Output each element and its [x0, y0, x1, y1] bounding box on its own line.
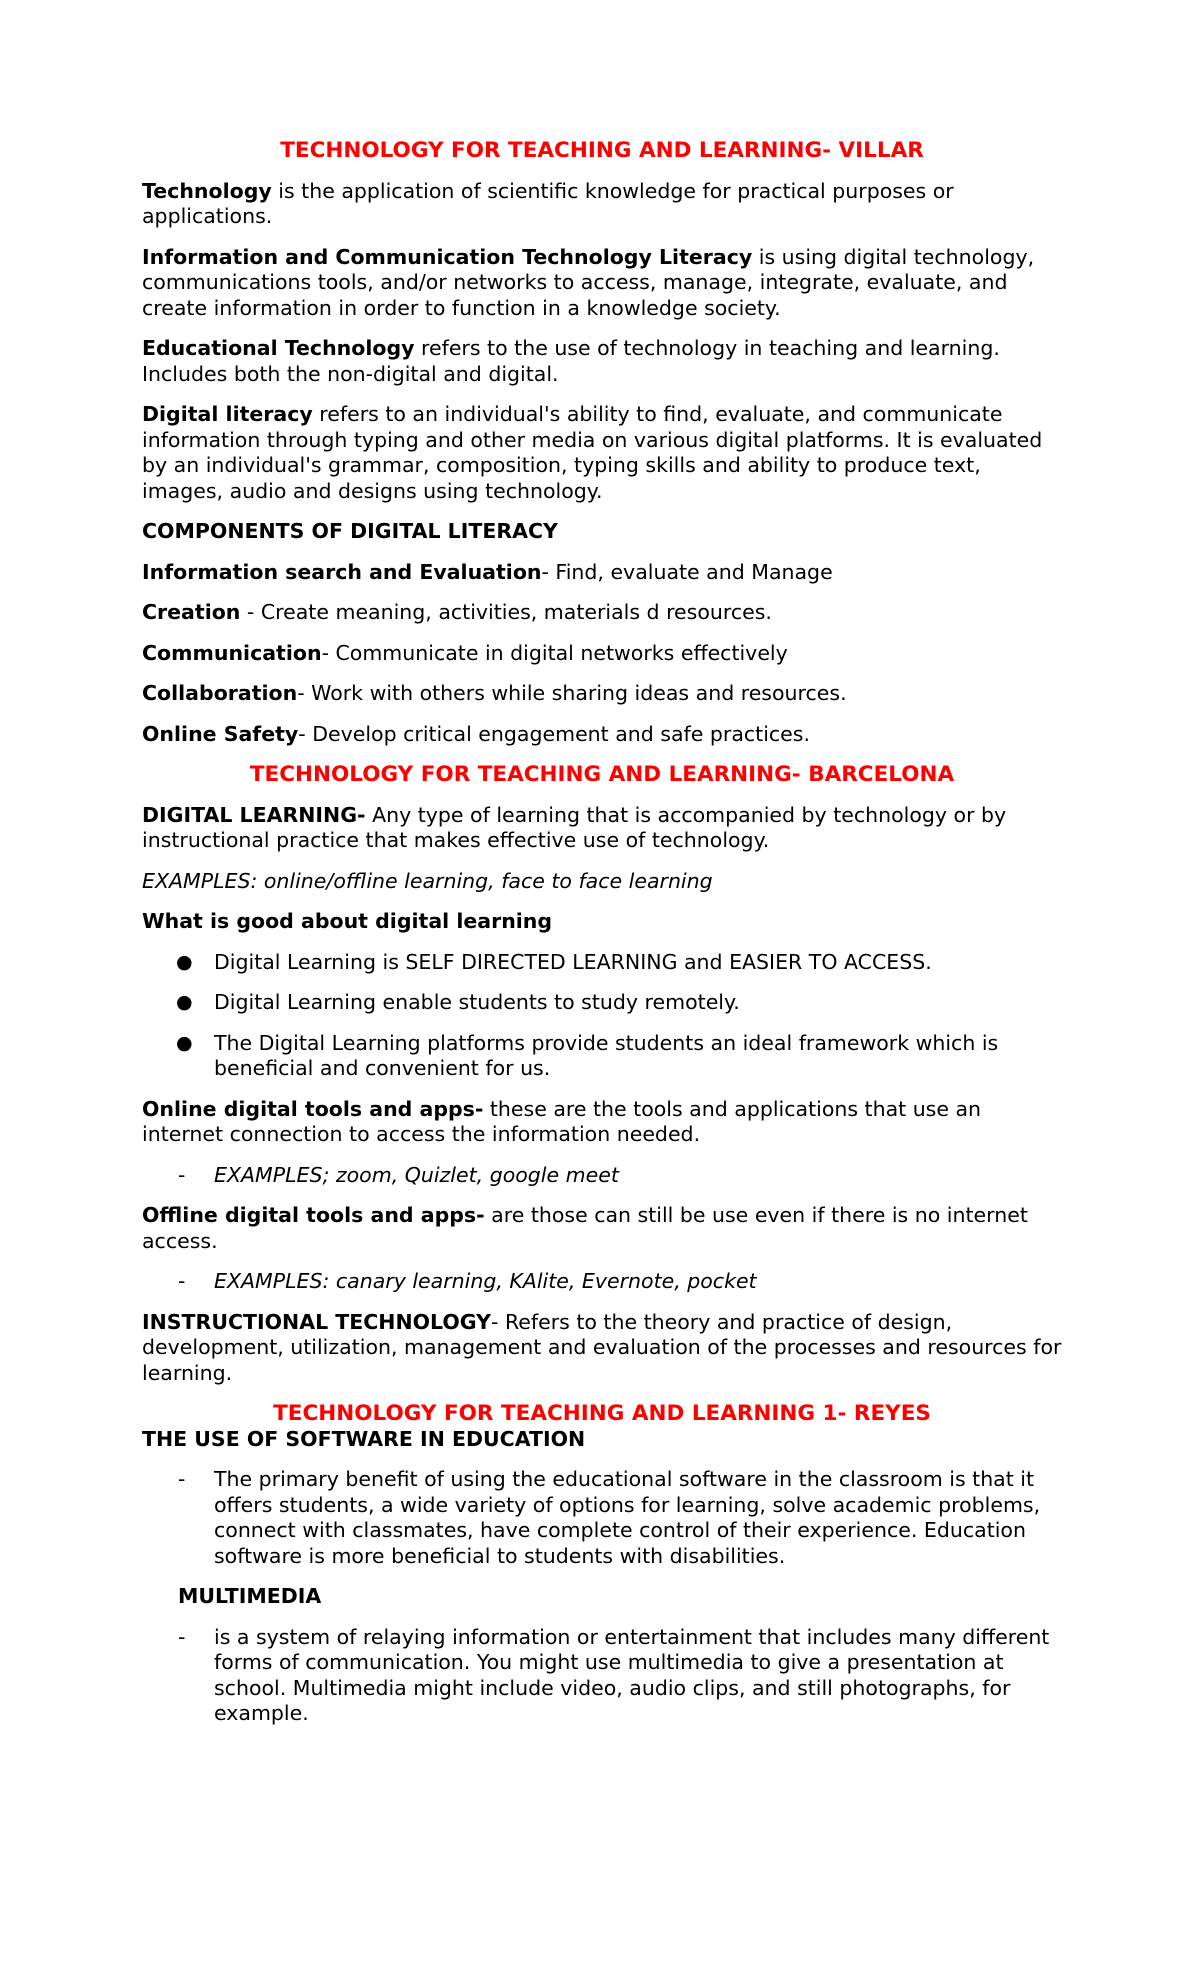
- component-def: - Find, evaluate and Manage: [541, 559, 833, 584]
- list-item: [142, 1163, 1062, 1189]
- multimedia-heading: MULTIMEDIA: [178, 1584, 322, 1608]
- def-offline-tools: are those can still be use even if there is no internet access.: [142, 1203, 1028, 1253]
- component-term: Creation: [142, 600, 241, 624]
- component-term: Collaboration: [142, 681, 298, 705]
- def-digital-literacy: refers to an individual's ability to find, evaluate, and communicate information through typing and other media on various digital platforms. It is evaluated by an individual's grammar, composition, typing skills and ability to produce text, images, audio and designs using technology.: [142, 402, 1043, 503]
- list-item-text: Digital Learning is SELF DIRECTED LEARNING and EASIER TO ACCESS.: [214, 949, 932, 974]
- paragraph-online-tools: [142, 1097, 1062, 1148]
- list-item: [142, 1467, 1062, 1569]
- digital-learning-examples: EXAMPLES: online/offline learning, face to face learning: [142, 868, 713, 893]
- section-title-reyes: TECHNOLOGY FOR TEACHING AND LEARNING 1- REYES: [273, 1401, 931, 1426]
- def-digital-learning: Any type of learning that is accompanied by technology or by instructional practice that makes effective use of technology.: [142, 802, 1007, 852]
- term-instructional-technology: INSTRUCTIONAL TECHNOLOGY: [142, 1309, 492, 1334]
- component-def: - Develop critical engagement and safe practices.: [298, 721, 810, 746]
- bullet-icon: ●: [176, 950, 193, 973]
- term-digital-literacy: Digital literacy: [142, 402, 313, 426]
- list-item: [142, 1269, 1062, 1295]
- online-examples: EXAMPLES; zoom, Quizlet, google meet: [214, 1162, 619, 1187]
- paragraph-technology: [142, 179, 1062, 230]
- def-ict-literacy: is using digital technology, communications tools, and/or networks to access, manage, integrate, evaluate, and create information in order to function in a knowledge society.: [142, 244, 1035, 320]
- dash-icon: -: [178, 1624, 186, 1649]
- component-item: [142, 722, 1062, 748]
- paragraph-offline-tools: [142, 1203, 1062, 1254]
- bullet-icon: ●: [176, 1031, 193, 1054]
- component-item: [142, 681, 1062, 707]
- good-about-heading: What is good about digital learning: [142, 909, 553, 933]
- document-page: [142, 138, 1062, 1742]
- dash-icon: -: [178, 1467, 186, 1491]
- paragraph-digital-learning: [142, 803, 1062, 854]
- offline-examples: EXAMPLES: canary learning, KAlite, Evernote, pocket: [214, 1269, 757, 1293]
- paragraph-educational-technology: [142, 336, 1062, 387]
- list-item: [142, 950, 1062, 976]
- component-item: [142, 641, 1062, 667]
- software-heading: THE USE OF SOFTWARE IN EDUCATION: [142, 1426, 586, 1451]
- term-technology: Technology: [142, 178, 272, 203]
- component-term: Information search and Evaluation: [142, 559, 542, 584]
- list-item-text: The Digital Learning platforms provide students an ideal framework which is beneficial and convenient for us.: [214, 1030, 999, 1080]
- component-item: [142, 600, 1062, 626]
- def-educational-technology: refers to the use of technology in teaching and learning. Includes both the non-digital and digital.: [142, 336, 1000, 386]
- list-item: [142, 1031, 1062, 1082]
- bullet-icon: ●: [176, 991, 193, 1013]
- term-offline-tools: Offline digital tools and apps-: [142, 1203, 485, 1227]
- def-technology: is the application of scientific knowledge for practical purposes or applications.: [142, 178, 954, 228]
- software-text: The primary benefit of using the educational software in the classroom is that it offers students, a wide variety of options for learning, solve academic problems, connect with classmates, have complete control of their experience. Education software is more beneficial to students with disabilities.: [214, 1467, 1041, 1568]
- section-title-villar: TECHNOLOGY FOR TEACHING AND LEARNING- VILLAR: [280, 138, 924, 163]
- term-ict-literacy: Information and Communication Technology Literacy: [142, 244, 753, 269]
- component-def: - Create meaning, activities, materials d resources.: [240, 600, 772, 624]
- paragraph-instructional-technology: [142, 1310, 1062, 1387]
- component-item: [142, 560, 1062, 586]
- dash-icon: -: [178, 1269, 186, 1293]
- term-digital-learning: DIGITAL LEARNING-: [142, 802, 366, 827]
- list-item: [142, 990, 1062, 1016]
- def-instructional-technology: - Refers to the theory and practice of design, development, utilization, management and evaluation of the processes and resources for learning.: [142, 1309, 1062, 1385]
- component-def: - Communicate in digital networks effectively: [321, 640, 788, 665]
- def-online-tools: these are the tools and applications that use an internet connection to access the information needed.: [142, 1096, 982, 1146]
- component-def: - Work with others while sharing ideas and resources.: [297, 681, 847, 705]
- section-title-barcelona: TECHNOLOGY FOR TEACHING AND LEARNING- BARCELONA: [249, 762, 955, 787]
- paragraph-digital-literacy: [142, 402, 1062, 504]
- components-heading: COMPONENTS OF DIGITAL LITERACY: [142, 519, 558, 543]
- paragraph-ict-literacy: [142, 245, 1062, 322]
- list-item: [142, 1625, 1062, 1727]
- component-term: Online Safety: [142, 721, 299, 746]
- component-term: Communication: [142, 640, 322, 665]
- list-item-text: Digital Learning enable students to study remotely.: [214, 990, 740, 1014]
- dash-icon: -: [178, 1162, 186, 1187]
- multimedia-text: is a system of relaying information or entertainment that includes many different forms of communication. You might use multimedia to give a presentation at school. Multimedia might include video, audio clips, and still photographs, for example.: [214, 1624, 1050, 1725]
- term-educational-technology: Educational Technology: [142, 336, 415, 360]
- term-online-tools: Online digital tools and apps-: [142, 1096, 484, 1121]
